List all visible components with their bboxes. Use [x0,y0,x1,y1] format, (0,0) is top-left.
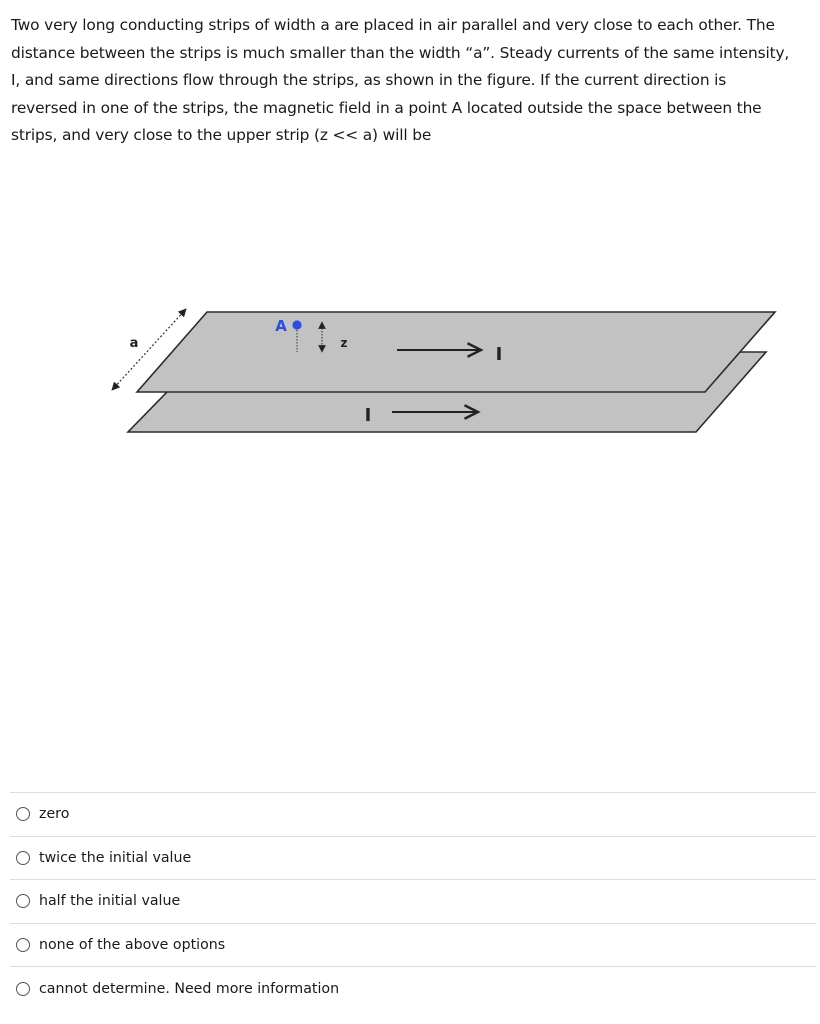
question-line: reversed in one of the strips, the magnetic field in a point A located outside the space between the [11,98,762,117]
option-label: twice the initial value [39,849,192,866]
point-a-marker [292,320,301,329]
question-line: Two very long conducting strips of width a are placed in air parallel and very close to each other. The [11,16,775,34]
question-line: strips, and very close to the upper strip (z << a) will be [11,126,432,145]
z-label: z [340,336,348,350]
question-text [11,12,811,150]
radio-button[interactable] [16,851,30,865]
answer-options [10,792,816,1010]
option-label: zero [39,806,70,823]
radio-button[interactable] [16,982,30,996]
radio-button[interactable] [16,938,30,952]
upper-current-label: I [495,344,503,365]
option-twice[interactable] [10,837,816,881]
question-line: distance between the strips is much smaller than the width “a”. Steady currents of the same intensity, [11,43,790,62]
strips-figure [0,290,820,450]
option-none[interactable] [10,924,816,968]
radio-button[interactable] [16,894,30,908]
question-line: I, and same directions flow through the strips, as shown in the figure. If the current direction is [11,71,727,90]
option-half[interactable] [10,880,816,924]
radio-button[interactable] [16,807,30,821]
point-label: A [275,317,287,335]
option-label: cannot determine. Need more information [39,980,340,997]
option-cannot-determine[interactable] [10,967,816,1010]
option-label: half the initial value [39,893,181,910]
width-label: a [129,336,139,351]
lower-current-label: I [364,405,372,426]
option-zero[interactable] [10,793,816,837]
option-label: none of the above options [39,937,226,954]
upper-strip [137,312,775,392]
